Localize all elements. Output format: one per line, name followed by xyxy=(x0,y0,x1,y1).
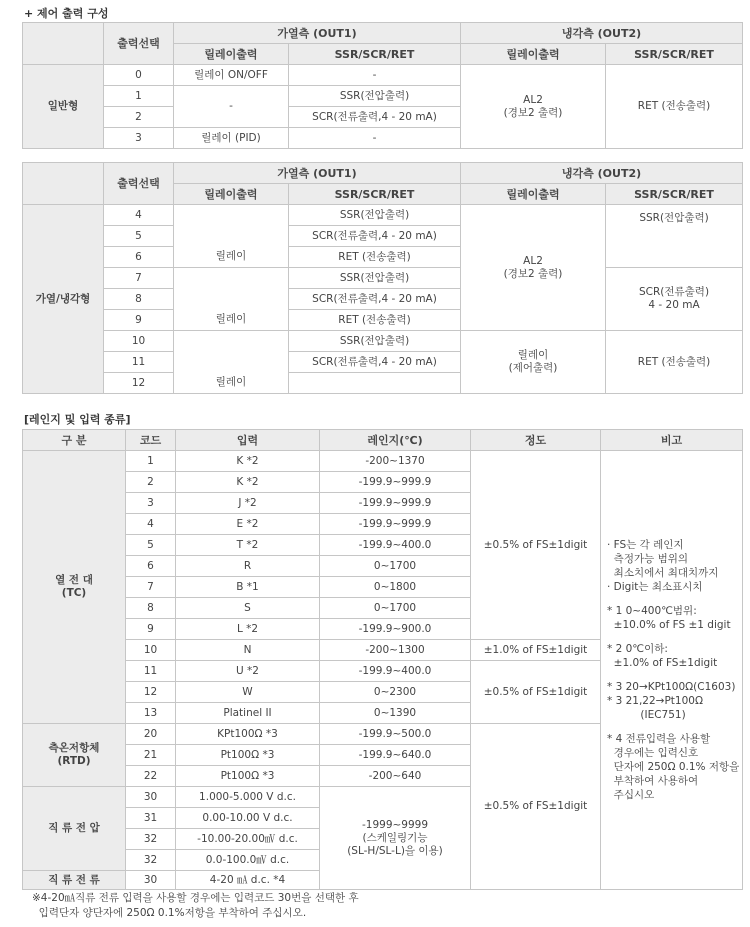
output-config-table-heat-cool xyxy=(22,162,743,394)
group-dc-voltage: 직 류 전 압 xyxy=(23,787,126,871)
relay-cell: - xyxy=(174,86,289,128)
input-cell: K *2 xyxy=(176,472,320,493)
ssr-cell xyxy=(289,373,461,394)
cool-ssr-cell: RET (전송출력) xyxy=(606,331,743,394)
footnote-line: ※4-20㎃직류 전류 입력을 사용할 경우에는 입력코드 30번을 선택한 후 xyxy=(32,892,359,904)
relay-cell: 릴레이 xyxy=(174,331,289,394)
header-accuracy: 정도 xyxy=(471,430,601,451)
section-title-output: + 제어 출력 구성 xyxy=(24,7,109,20)
range-cell: -199.9~999.9 xyxy=(320,514,471,535)
input-cell: 1.000-5.000 V d.c. xyxy=(176,787,320,808)
ssr-cell: SCR(전류출력,4 - 20 mA) xyxy=(289,352,461,373)
input-cell: E *2 xyxy=(176,514,320,535)
code-cell: 20 xyxy=(126,724,176,745)
code-cell: 6 xyxy=(126,556,176,577)
ssr-cell: SCR(전류출력,4 - 20 mA) xyxy=(289,226,461,247)
code-cell: 32 xyxy=(126,850,176,871)
header-relay: 릴레이출력 xyxy=(174,44,289,65)
code-cell: 3 xyxy=(126,493,176,514)
header-relay: 릴레이출력 xyxy=(174,184,289,205)
range-cell: -199.9~900.0 xyxy=(320,619,471,640)
header-remarks: 비고 xyxy=(601,430,743,451)
range-cell: -199.9~999.9 xyxy=(320,493,471,514)
group-general: 일반형 xyxy=(23,65,104,149)
header-category: 구 분 xyxy=(23,430,126,451)
range-input-table xyxy=(22,429,743,890)
header-relay: 릴레이출력 xyxy=(461,44,606,65)
range-cell: -199.9~500.0 xyxy=(320,724,471,745)
code-cell: 9 xyxy=(126,619,176,640)
remarks-notes: · FS는 각 레인지 측정가능 범위의 최소치에서 최대치까지 · Digit는 최소표시치 * 1 0~400℃범위: ±10.0% of FS ±1 digit * 2 0℃이하: ±1.0% of FS±1digit * 3 20→KPt100Ω(C1603) * 3 21,22→Pt100Ω (IEC751) * 4 전류입력을 사용할 경우에는 입력신호 단자에 250Ω 0.1% 저항을 부착하여 사용하여 주십시오 xyxy=(601,451,743,890)
accuracy-cell: ±1.0% of FS±1digit xyxy=(471,640,601,661)
range-cell: -199.9~640.0 xyxy=(320,745,471,766)
cool-relay-cell: AL2 (경보2 출력) xyxy=(461,205,606,331)
cool-ssr-cell: SCR(전류출력) 4 - 20 mA xyxy=(606,268,743,331)
input-cell: T *2 xyxy=(176,535,320,556)
input-cell: U *2 xyxy=(176,661,320,682)
group-dc-current: 직 류 전 류 xyxy=(23,871,126,890)
input-cell: W xyxy=(176,682,320,703)
header-cool-side: 냉각측 (OUT2) xyxy=(461,23,743,44)
ssr-cell: SSR(전압출력) xyxy=(289,331,461,352)
ssr-cell: SSR(전압출력) xyxy=(289,268,461,289)
range-cell: -199.9~400.0 xyxy=(320,661,471,682)
cool-ssr-cell: RET (전송출력) xyxy=(606,65,743,149)
code-cell: 30 xyxy=(126,787,176,808)
accuracy-cell: ±0.5% of FS±1digit xyxy=(471,451,601,640)
relay-cell: 릴레이 ON/OFF xyxy=(174,65,289,86)
header-blank xyxy=(23,23,104,65)
code-cell: 12 xyxy=(104,373,174,394)
footnote xyxy=(32,891,359,921)
header-relay: 릴레이출력 xyxy=(461,184,606,205)
range-cell: 0~1800 xyxy=(320,577,471,598)
code-cell: 5 xyxy=(104,226,174,247)
range-cell: 0~1700 xyxy=(320,556,471,577)
ssr-cell: - xyxy=(289,128,461,149)
relay-cell: 릴레이 xyxy=(174,205,289,268)
code-cell: 10 xyxy=(104,331,174,352)
ssr-cell: SCR(전류출력,4 - 20 mA) xyxy=(289,289,461,310)
range-cell: 0~1700 xyxy=(320,598,471,619)
header-blank xyxy=(23,163,104,205)
code-cell: 13 xyxy=(126,703,176,724)
header-heat-side: 가열측 (OUT1) xyxy=(174,23,461,44)
range-cell: -200~1300 xyxy=(320,640,471,661)
code-cell: 4 xyxy=(126,514,176,535)
input-cell: L *2 xyxy=(176,619,320,640)
range-cell: -199.9~400.0 xyxy=(320,535,471,556)
footnote-line: 입력단자 양단자에 250Ω 0.1%저항을 부착하여 주십시오. xyxy=(32,907,307,919)
header-ssr: SSR/SCR/RET xyxy=(289,44,461,65)
input-cell: N xyxy=(176,640,320,661)
header-ssr: SSR/SCR/RET xyxy=(606,184,743,205)
cool-ssr-cell: SSR(전압출력) xyxy=(606,205,743,268)
code-cell: 8 xyxy=(126,598,176,619)
ssr-cell: RET (전송출력) xyxy=(289,310,461,331)
header-code: 코드 xyxy=(126,430,176,451)
ssr-cell: - xyxy=(289,65,461,86)
code-cell: 32 xyxy=(126,829,176,850)
code-cell: 2 xyxy=(126,472,176,493)
accuracy-cell: ±0.5% of FS±1digit xyxy=(471,724,601,890)
code-cell: 7 xyxy=(104,268,174,289)
code-cell: 3 xyxy=(104,128,174,149)
group-thermocouple: 열 전 대 (TC) xyxy=(23,451,126,724)
input-cell: K *2 xyxy=(176,451,320,472)
code-cell: 10 xyxy=(126,640,176,661)
ssr-cell: SCR(전류출력,4 - 20 mA) xyxy=(289,107,461,128)
code-cell: 0 xyxy=(104,65,174,86)
input-cell: 4-20 ㎃ d.c. *4 xyxy=(176,871,320,890)
input-cell: Pt100Ω *3 xyxy=(176,745,320,766)
code-cell: 1 xyxy=(104,86,174,107)
header-heat-side: 가열측 (OUT1) xyxy=(174,163,461,184)
header-output-select: 출력선택 xyxy=(104,163,174,205)
section-title-range: [레인지 및 입력 종류] xyxy=(24,413,131,426)
header-input: 입력 xyxy=(176,430,320,451)
code-cell: 4 xyxy=(104,205,174,226)
group-heat-cool: 가열/냉각형 xyxy=(23,205,104,394)
cool-relay-cell: 릴레이 (제어출력) xyxy=(461,331,606,394)
cool-relay-cell: AL2 (경보2 출력) xyxy=(461,65,606,149)
input-cell: KPt100Ω *3 xyxy=(176,724,320,745)
header-ssr: SSR/SCR/RET xyxy=(289,184,461,205)
accuracy-cell: ±0.5% of FS±1digit xyxy=(471,661,601,724)
code-cell: 21 xyxy=(126,745,176,766)
input-cell: 0.0-100.0㎷ d.c. xyxy=(176,850,320,871)
input-cell: 0.00-10.00 V d.c. xyxy=(176,808,320,829)
code-cell: 5 xyxy=(126,535,176,556)
range-cell: 0~2300 xyxy=(320,682,471,703)
input-cell: J *2 xyxy=(176,493,320,514)
relay-cell: 릴레이 xyxy=(174,268,289,331)
header-range: 레인지(℃) xyxy=(320,430,471,451)
header-ssr: SSR/SCR/RET xyxy=(606,44,743,65)
code-cell: 6 xyxy=(104,247,174,268)
ssr-cell: SSR(전압출력) xyxy=(289,86,461,107)
code-cell: 8 xyxy=(104,289,174,310)
output-config-table-general xyxy=(22,22,743,149)
input-cell: R xyxy=(176,556,320,577)
input-cell: B *1 xyxy=(176,577,320,598)
range-cell: -200~640 xyxy=(320,766,471,787)
code-cell: 11 xyxy=(104,352,174,373)
group-rtd: 측온저항체 (RTD) xyxy=(23,724,126,787)
header-cool-side: 냉각측 (OUT2) xyxy=(461,163,743,184)
input-cell: -10.00-20.00㎷ d.c. xyxy=(176,829,320,850)
code-cell: 31 xyxy=(126,808,176,829)
dc-range-cell: -1999~9999 (스케일링기능 (SL-H/SL-L)을 이용) xyxy=(320,787,471,890)
ssr-cell: RET (전송출력) xyxy=(289,247,461,268)
input-cell: S xyxy=(176,598,320,619)
code-cell: 30 xyxy=(126,871,176,890)
code-cell: 22 xyxy=(126,766,176,787)
code-cell: 12 xyxy=(126,682,176,703)
code-cell: 2 xyxy=(104,107,174,128)
ssr-cell: SSR(전압출력) xyxy=(289,205,461,226)
header-output-select: 출력선택 xyxy=(104,23,174,65)
range-cell: -199.9~999.9 xyxy=(320,472,471,493)
relay-cell: 릴레이 (PID) xyxy=(174,128,289,149)
input-cell: Platinel II xyxy=(176,703,320,724)
code-cell: 11 xyxy=(126,661,176,682)
code-cell: 9 xyxy=(104,310,174,331)
code-cell: 1 xyxy=(126,451,176,472)
range-cell: -200~1370 xyxy=(320,451,471,472)
code-cell: 7 xyxy=(126,577,176,598)
range-cell: 0~1390 xyxy=(320,703,471,724)
input-cell: Pt100Ω *3 xyxy=(176,766,320,787)
